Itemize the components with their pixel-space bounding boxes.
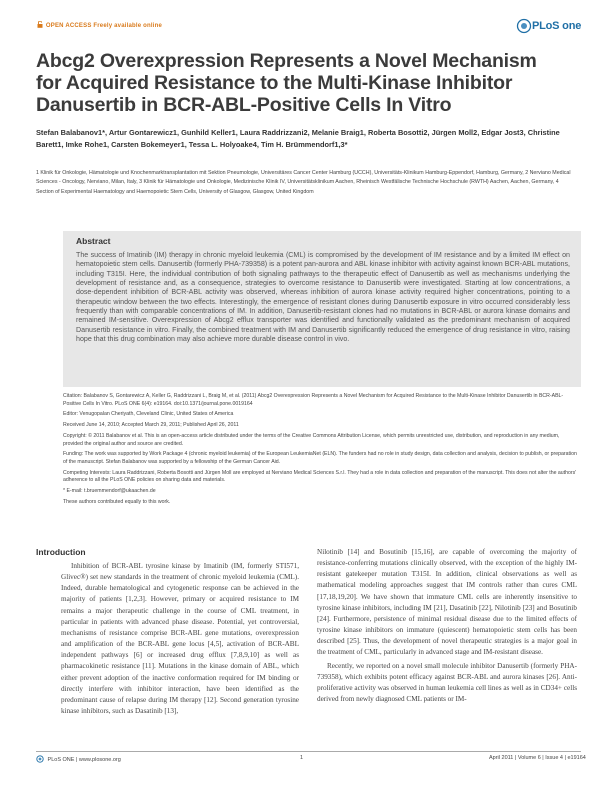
journal-logo-text: PLoS one (532, 20, 582, 32)
intro-paragraph: Recently, we reported on a novel small molecule inhibitor Danusertib (formerly PHA-739358), which exhibits potent efficacy against BCR-ABL and aurora kinases [26]. Anti-proliferative activity was observed in human leukemia cell lines as well as in CD34+ cells derived from newly diagnosed CML patients or IM- (317, 661, 577, 704)
dates: Received June 14, 2010; Accepted March 29, 2011; Published April 26, 2011 (63, 422, 239, 429)
article-title: Abcg2 Overexpression Represents a Novel Mechanism for Acquired Resistance to the Multi-Kinase Inhibitor Danusertib in BCR-ABL-Positive Cells In Vitro (36, 50, 537, 116)
copyright: Copyright: © 2011 Balabanov et al. This is an open-access article distributed under the terms of the Creative Commons Attribution License, which permits unrestricted use, distribution, and reproduction in any medium, provided the original author and source are credited. (63, 432, 560, 447)
footer-journal-text: PLoS ONE | www.plosone.org (47, 757, 121, 763)
abstract-text: The success of Imatinib (IM) therapy in chronic myeloid leukemia (CML) is compromised by the development of IM resistance and by a limited IM effect on hematopoietic stem cells. Danusertib (formerly PHA-739358) is a potent pan-aurora and ABL kinase inhibitor with activity against known BCR-ABL mutations, including T315I. Here, the individual contribution of both signaling pathways to the therapeutic effect of Danusertib as well as mechanisms underlying the development of resistance and, as a consequence, strategies to overcome resistance to Danusertib were investigated. Starting at low concentrations, a dose-dependent inhibition of BCR-ABL activity was observed, whereas inhibition of aurora kinase activity required higher concentrations, pointing to a therapeutic window between the two effects. Interestingly, the emergence of resistant clones during Danusertib exposure in vitro occurred considerably less frequently than with comparable concentrations of IM. In addition, Danusertib-resistant clones had no mutations in BCR-ABL or aurora kinase domains and remained IM-sensitive. Overexpression of Abcg2 efflux transporter was identified and functionally validated as the predominant mechanism of acquired Danusertib resistance in vitro. Finally, the combined treatment with IM and Danusertib significantly reduced the emergence of drug resistance in vitro, raising hope that this drug combination may also achieve more durable disease control in vivo. (76, 251, 570, 344)
open-access-text: OPEN ACCESS Freely available online (45, 23, 163, 29)
open-lock-icon (37, 21, 43, 28)
affiliations: 1 Klinik für Onkologie, Hämatologie und Knochenmarktransplantation mit Sektion Pneumologie, Universitäres Cancer Center Hamburg (UCCH), Universitäts-Klinikum Hamburg-Eppendorf, Hamburg, Germany, 2 Nerviano Medical Sciences - Oncology, Nerviano, Milan, Italy, 3 Klinik für Hämatologie und Onkologie, Medizinische Klinik IV, Universitätsklinikum Aachen, Rheinisch Westfälische Technische Hochschule (RWTH) Aachen, Aachen, Germany, 4 Section of Experimental Haematology and Haemopoietic Stem Cells, University of Glasgow, Glasgow, United Kingdom (36, 170, 571, 195)
author-list: Stefan Balabanov1*, Artur Gontarewicz1, Gunhild Keller1, Laura Raddrizzani2, Melanie Braig1, Roberta Bosotti2, Jürgen Moll2, Edgar Jost3, Christine Barett1, Imke Rohe1, Carsten Bokemeyer1, Tessa L. Holyoake4, Tim H. Brümmendorf1,3* (36, 128, 560, 149)
plos-logo-icon (516, 18, 532, 34)
page-number: 1 (300, 755, 304, 761)
footer-divider (36, 751, 581, 752)
abstract-heading: Abstract (76, 236, 111, 246)
funding: Funding: The work was supported by Work Package 4 (chronic myeloid leukemia) of the European LeukemiaNet (ELN). The funders had no role in study design, data collection and analysis, decision to publish, or preparation of the manuscript. Stefan Balabanov was supported by a fellowship of the German Cancer Aid. (63, 451, 577, 465)
issue-info: April 2011 | Volume 6 | Issue 4 | e19164 (489, 755, 586, 761)
citation: Citation: Balabanov S, Gontarewicz A, Keller G, Raddrizzani L, Braig M, et al. (2011) Abcg2 Overexpression Represents a Novel Mechanism for Acquired Resistance to the Multi-Kinase Inhibitor Danusertib in BCR-ABL-Positive Cells In Vitro. PLoS ONE 6(4): e19164. doi:10.1371/journal.pone.0019164 (63, 393, 564, 407)
article-metadata (63, 393, 578, 510)
intro-column-right (317, 547, 577, 705)
intro-column-left: Inhibition of BCR-ABL tyrosine kinase by Imatinib (IM, formerly STI571, Glivec®) set new standards in the treatment of chronic myeloid leukemia (CML). Indeed, durable hematological and cytogenetic response can be achieved in the majority of patients [1,2,3]. However, primary or acquired resistance to IM remains a major therapeutic challenge in the course of CML treatment, in particular in patients with advanced phase disease. Potential, yet controversial, mechanisms of resistance comprise BCR-ABL gene mutations, overexpression and amplification of the BCR-ABL gene locus [4,5], activation of BCR-ABL independent pathways [6] or increased drug efflux [7,8,9,10] as well as pharmacokinetic resistance [11]. Mutations in the kinase domain of ABL, which either prevent adoption of the inactive conformation required for IM binding or directly interfere with inhibitor interaction, have been identified as the predominant cause of relapse during IM therapy [12]. Second generation tyrosine kinase inhibitors, such as Dasatinib [13], (61, 562, 299, 716)
email[interactable]: * E-mail: t.bruemmendorf@ukaachen.de (63, 488, 156, 495)
equal-contribution-note: These authors contributed equally to this work. (63, 498, 171, 505)
intro-paragraph: Nilotinib [14] and Bosutinib [15,16], are capable of overcoming the majority of resistance-conferring mutations clinically observed, with the exception of the highly IM-resistant gatekeeper mutation T315I. In addition, clinical observations as well as mathematical modeling approaches suggest that IM controls rather than cures CML [17,18,19,20]. We have shown that immature CML cells are inherently insensitive to tyrosine kinase inhibitors, including IM [21], Dasatinib [22], Nilotinib [23] and Bosutinib [24]. Furthermore, persistence of minimal residual disease due to the limited effects of tyrosine kinase inhibitors on immature (quiescent) hematopoietic stem cells has been described [25]. Thus, the development of novel therapeutic strategies is a major goal in the treatment of CML, particularly in advanced stage and IM-resistant disease. (317, 548, 577, 657)
introduction-heading: Introduction (36, 547, 86, 557)
competing-interests: Competing Interests: Laura Raddrizzani, Roberta Bosotti and Jürgen Moll are employed at Nerviano Medical Sciences S.r.l. They had a role in data collection and preparation of the manuscript. This does not alter the authors' adherence to all the PLoS ONE policies on sharing data and materials. (63, 469, 577, 484)
plos-logo-icon (36, 755, 44, 763)
open-access-banner (36, 21, 162, 29)
footer-journal[interactable] (36, 755, 121, 763)
journal-logo[interactable] (516, 18, 580, 34)
editor: Editor: Venugopalan Cheriyath, Cleveland Clinic, United States of America (63, 411, 234, 418)
